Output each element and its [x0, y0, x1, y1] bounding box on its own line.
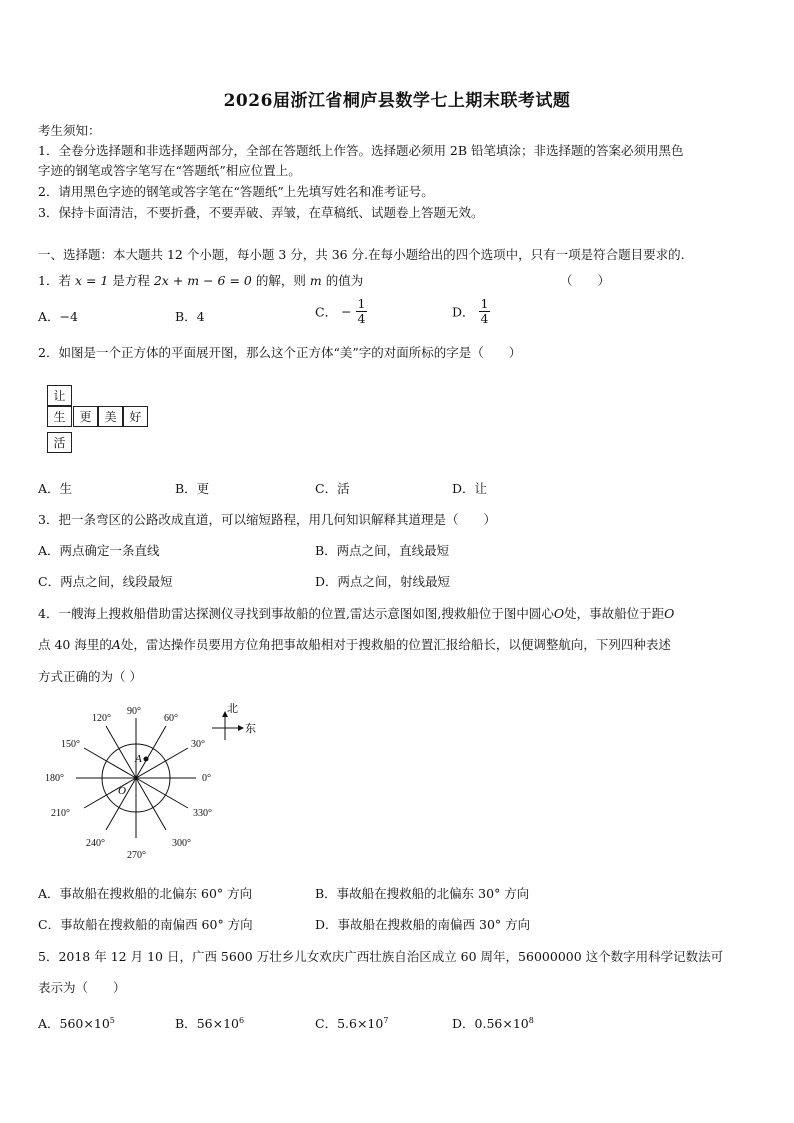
q1-option-a: A．−4 — [38, 309, 78, 324]
q4-option-a: A．事故船在搜救船的北偏东 60° 方向 — [38, 886, 253, 901]
q1-option-c: C． − $\frac{1}{4}$ — [315, 296, 366, 326]
angle-label: 300° — [172, 838, 191, 849]
notice-item-1: 1．全卷分选择题和非选择题两部分，全部在答题纸上作答。选择题必须用 2B 铅笔填涂；非选择题的答案必须用黑色 — [38, 143, 684, 158]
angle-label: 120° — [92, 713, 111, 724]
notice-item-1-cont: 字迹的钢笔或答字笔写在“答题纸”相应位置上。 — [38, 163, 301, 178]
angle-label: 180° — [45, 773, 64, 784]
q4-option-c: C．事故船在搜救船的南偏西 60° 方向 — [38, 917, 253, 932]
question-2-stem: 2．如图是一个正方体的平面展开图，那么这个正方体“美”字的对面所标的字是（ ） — [38, 345, 522, 360]
q1-option-b: B．4 — [175, 309, 205, 324]
q4-option-b: B．事故船在搜救船的北偏东 30° 方向 — [315, 886, 530, 901]
q5-option-c: C．$5.6\times 10^7$ — [315, 1015, 389, 1031]
notice-heading: 考生须知： — [38, 123, 101, 138]
angle-label: 90° — [127, 706, 141, 717]
q2-option-c: C．活 — [315, 481, 350, 496]
q5-option-b: B．$56\times 10^6$ — [175, 1015, 245, 1031]
net-cell: 生 — [47, 406, 72, 427]
q3-option-d: D．两点之间，射线最短 — [315, 574, 451, 589]
q2-option-d: D．让 — [452, 481, 488, 496]
question-4-line-2: 点 40 海里的A处，雷达操作员要用方位角把事故船相对于搜救船的位置汇报给船长，以便调整航向，下列四种表述 — [38, 637, 671, 652]
q3-option-b: B．两点之间，直线最短 — [315, 543, 450, 558]
point-a — [144, 757, 149, 762]
question-4-line-3: 方式正确的为（ ） — [38, 669, 142, 684]
q5-option-d: D．$0.56\times 10^8$ — [452, 1015, 534, 1031]
q5-option-a: A．$560\times 10^5$ — [38, 1015, 115, 1031]
page-title: 2026届浙江省桐庐县数学七上期末联考试题 — [223, 91, 571, 111]
radar-diagram — [40, 700, 280, 865]
label-o: O — [118, 785, 126, 797]
question-5-line-1: 5．2018 年 12 月 10 日，广西 5600 万壮乡儿女欢庆广西壮族自治区成立 60 周年，56000000 这个数字用科学记数法可 — [38, 949, 724, 964]
net-cell: 更 — [73, 406, 98, 427]
question-1-paren: （ ） — [560, 273, 611, 288]
east-label: 东 — [245, 722, 256, 735]
q4-option-d: D．事故船在搜救船的南偏西 30° 方向 — [315, 917, 531, 932]
q2-option-a: A．生 — [38, 481, 73, 496]
angle-label: 150° — [61, 739, 80, 750]
angle-label: 240° — [86, 838, 105, 849]
label-a: A — [135, 753, 142, 765]
angle-label: 330° — [193, 808, 212, 819]
notice-item-3: 3．保持卡面清洁，不要折叠，不要弄破、弄皱，在草稿纸、试题卷上答题无效。 — [38, 205, 484, 220]
net-cell: 让 — [47, 385, 72, 406]
q3-option-c: C．两点之间，线段最短 — [38, 574, 173, 589]
net-cell: 好 — [123, 406, 148, 427]
net-cell: 美 — [98, 406, 123, 427]
angle-label: 0° — [202, 773, 211, 784]
q3-option-a: A．两点确定一条直线 — [38, 543, 160, 558]
q2-option-b: B．更 — [175, 481, 210, 496]
angle-label: 60° — [164, 713, 178, 724]
q1-option-d: D． $\frac{1}{4}$ — [452, 296, 489, 326]
section-heading: 一、选择题：本大题共 12 个小题，每小题 3 分，共 36 分.在每小题给出的四个选项中，只有一项是符合题目要求的. — [38, 247, 685, 262]
angle-label: 270° — [127, 850, 146, 861]
fraction: $\frac{1}{4}$ — [357, 296, 366, 326]
question-5-line-2: 表示为（ ） — [38, 980, 126, 995]
fraction: $\frac{1}{4}$ — [480, 296, 489, 326]
notice-item-2: 2．请用黑色字迹的钢笔或答字笔在“答题纸”上先填写姓名和准考证号。 — [38, 184, 434, 199]
angle-label: 210° — [51, 808, 70, 819]
question-4-line-1: 4．一艘海上搜救船借助雷达探测仪寻找到事故船的位置,雷达示意图如图,搜救船位于图中圆心O处，事故船位于距O — [38, 606, 675, 621]
question-1-stem: 1．若 x = 1 是方程 2x + m − 6 = 0 的解，则 m 的值为 — [38, 273, 364, 288]
north-label: 北 — [227, 702, 238, 715]
angle-label: 30° — [191, 739, 205, 750]
question-3-stem: 3．把一条弯区的公路改成直道，可以缩短路程，用几何知识解释其道理是（ ） — [38, 512, 496, 527]
net-cell: 活 — [47, 432, 72, 453]
